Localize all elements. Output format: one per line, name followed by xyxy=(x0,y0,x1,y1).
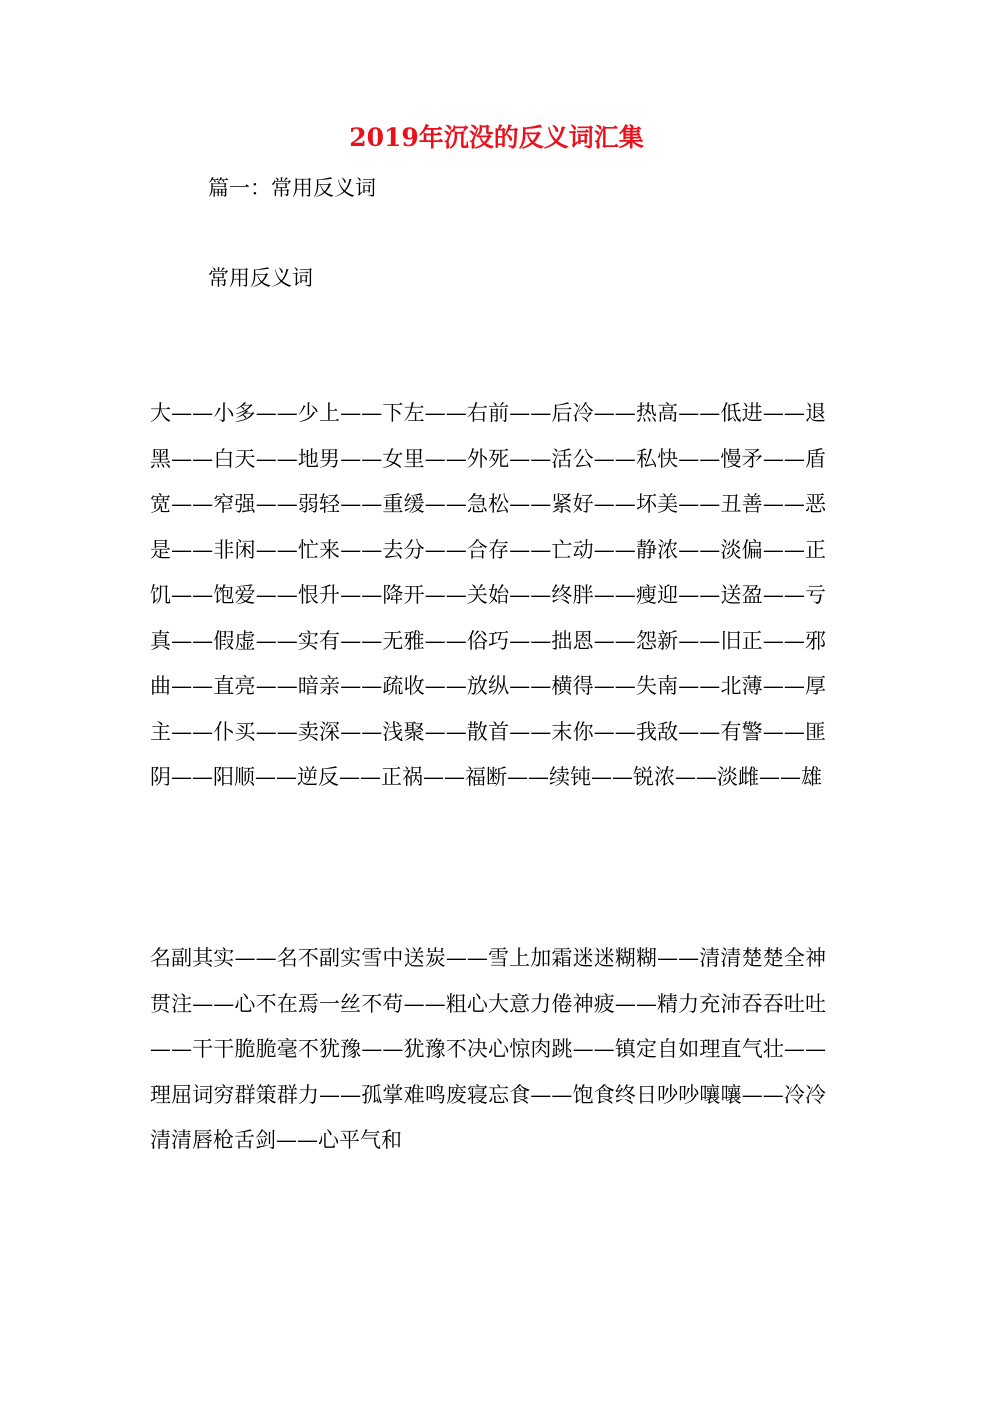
document-title: 2019年沉没的反义词汇集 xyxy=(349,123,644,152)
antonym-idioms-paragraph: 名副其实——名不副实雪中送炭——雪上加霜迷迷糊糊——清清楚楚全神贯注——心不在焉一丝不苟——粗心大意力倦神疲——精力充沛吞吞吐吐——干干脆脆毫不犹豫——犹豫不决心惊肉跳——镇定自如理直气壮——理屈词穷群策群力——孤掌难鸣废寝忘食——饱食终日吵吵嚷嚷——冷冷清清唇枪舌剑——心平气和 xyxy=(150,946,826,1152)
section-heading: 篇一：常用反义词 xyxy=(208,176,376,200)
antonym-pairs-paragraph: 大——小多——少上——下左——右前——后冷——热高——低进——退黑——白天——地男——女里——外死——活公——私快——慢矛——盾宽——窄强——弱轻——重缓——急松——紧好——坏美——丑善——恶是——非闲——忙来——去分——合存——亡动——静浓——淡偏——正饥——饱爱——恨升——降开——关始——终胖——瘦迎——送盈——亏真——假虚——实有——无雅——俗巧——拙恩——怨新——旧正——邪曲——直亮——暗亲——疏收——放纵——横得——失南——北薄——厚主——仆买——卖深——浅聚——散首——末你——我敌——有警——匪阴——阳顺——逆反——正祸——福断——续钝——锐浓——淡雌——雄 xyxy=(150,401,826,789)
subheading: 常用反义词 xyxy=(208,266,313,290)
